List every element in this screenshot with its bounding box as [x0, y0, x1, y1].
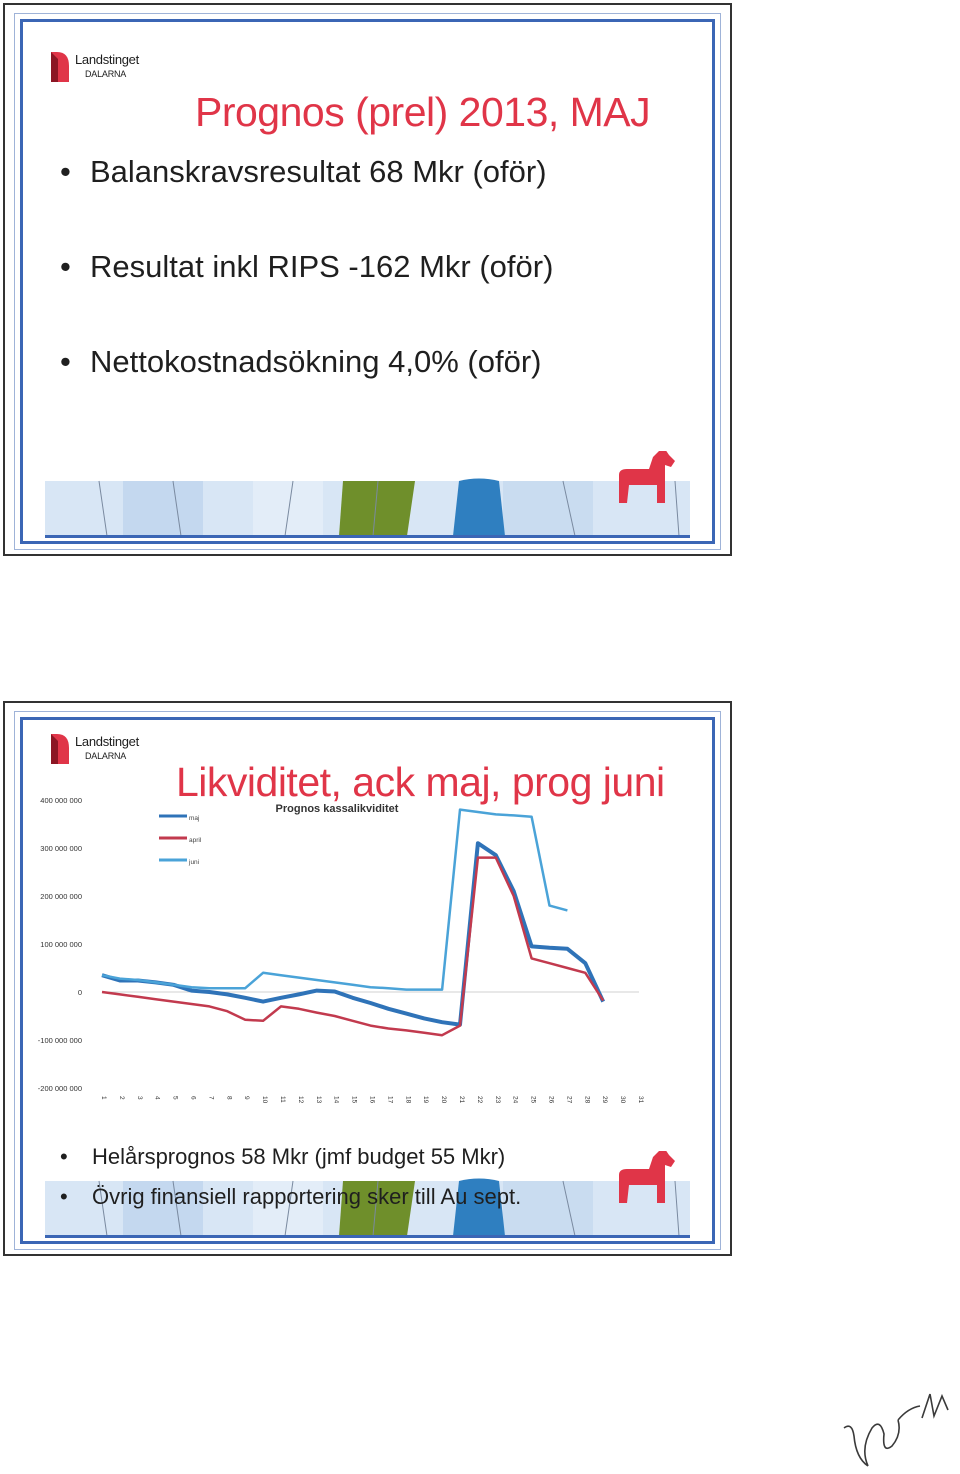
x-tick-label: 17: [386, 1096, 394, 1104]
x-tick-label: 1: [100, 1096, 107, 1100]
x-tick-label: 14: [332, 1096, 340, 1104]
slide-1: [3, 3, 732, 556]
y-tick-label: -200 000 000: [37, 1084, 82, 1093]
bullet-item: • Balanskravsresultat 68 Mkr (oför): [60, 154, 553, 249]
x-tick-label: 16: [368, 1096, 376, 1104]
y-tick-label: -100 000 000: [37, 1036, 82, 1045]
x-tick-label: 19: [422, 1096, 430, 1104]
slide-2: [3, 701, 732, 1256]
logo-mark-icon: [49, 50, 71, 84]
x-tick-label: 11: [279, 1096, 286, 1103]
x-tick-label: 20: [440, 1096, 448, 1104]
logo-sub: DALARNA: [85, 69, 127, 79]
x-tick-label: 5: [171, 1096, 179, 1100]
legend-label-april: april: [189, 837, 202, 844]
y-tick-label: 300 000 000: [40, 844, 82, 853]
logo-sub: DALARNA: [85, 751, 127, 761]
y-tick-label: 200 000 000: [40, 892, 82, 901]
x-tick-label: 28: [583, 1096, 591, 1104]
slide-1-bullets: [60, 154, 553, 439]
x-tick-label: 30: [619, 1096, 627, 1104]
x-tick-label: 9: [243, 1096, 251, 1100]
x-tick-label: 21: [458, 1096, 465, 1104]
x-tick-label: 27: [565, 1096, 573, 1104]
x-tick-label: 18: [404, 1096, 412, 1104]
x-tick-label: 6: [189, 1096, 197, 1100]
slide-1-title: Prognos (prel) 2013, MAJ: [195, 89, 651, 136]
y-tick-label: 400 000 000: [40, 796, 82, 805]
bullet-item: • Resultat inkl RIPS -162 Mkr (oför): [60, 249, 553, 344]
x-tick-label: 26: [547, 1096, 555, 1104]
logo: [49, 50, 169, 90]
x-tick-label: 8: [225, 1096, 233, 1100]
x-tick-label: 29: [601, 1096, 609, 1104]
x-tick-label: 2: [117, 1096, 125, 1100]
logo-mark-icon: [49, 732, 71, 766]
liquidity-chart: [27, 788, 647, 1113]
x-tick-label: 23: [493, 1096, 501, 1104]
bullet-item: • Helårsprognos 58 Mkr (jmf budget 55 Mkr): [60, 1144, 521, 1184]
slide-1-frame: [20, 19, 715, 544]
logo-name: Landstinget: [75, 52, 139, 67]
series-line-april: [102, 858, 603, 1036]
handwritten-signature: [838, 1388, 956, 1470]
x-tick-label: 13: [314, 1096, 322, 1104]
slide-2-bullets: [60, 1144, 521, 1224]
y-tick-label: 100 000 000: [40, 940, 82, 949]
x-tick-label: 31: [637, 1096, 644, 1104]
legend-label-juni: juni: [189, 859, 200, 866]
bullet-item: • Nettokostnadsökning 4,0% (oför): [60, 344, 553, 439]
slide-2-frame: [20, 717, 715, 1244]
x-tick-label: 12: [296, 1096, 304, 1104]
slide-2-title: Likviditet, ack maj, prog juni: [176, 759, 665, 806]
x-tick-label: 7: [207, 1096, 215, 1100]
legend-label-maj: maj: [189, 815, 200, 822]
chart-title: Prognos kassalikviditet: [275, 803, 399, 815]
x-tick-label: 4: [153, 1096, 161, 1100]
bullet-item: • Övrig finansiell rapportering sker till Au sept.: [60, 1184, 521, 1224]
x-tick-label: 15: [350, 1096, 358, 1104]
x-tick-label: 24: [511, 1096, 519, 1104]
x-tick-label: 10: [261, 1096, 269, 1104]
decorative-band: [23, 451, 716, 541]
logo-name: Landstinget: [75, 734, 139, 749]
x-tick-label: 3: [135, 1096, 143, 1100]
series-line-maj: [102, 843, 603, 1024]
y-tick-label: 0: [77, 988, 82, 997]
x-tick-label: 22: [475, 1096, 483, 1104]
x-tick-label: 25: [529, 1096, 537, 1104]
logo: [49, 732, 169, 772]
